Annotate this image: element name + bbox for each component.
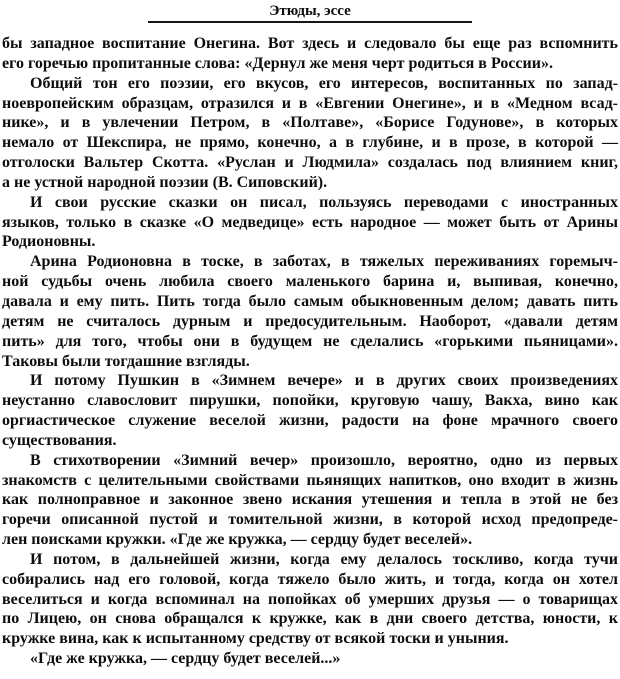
text-line: нике», и в увлечении Петром, в «Полтаве», «Борисе Годунове», в которых	[2, 114, 618, 132]
text-line: языков, только в сказке «О медведице» есть народное — может быть от Арины	[2, 213, 618, 231]
text-line: Родионовны.	[2, 233, 96, 251]
paragraph	[2, 252, 618, 371]
text-line: И потому Пушкин в «Зимнем вечере» и в других своих произведениях	[30, 372, 618, 390]
text-line: знакомств с целительными свойствами пьянящих напитков, оно входит в жизнь	[2, 471, 618, 489]
text-line: Арина Родионовна в тоске, в заботах, в тяжелых переживаниях горемыч-	[30, 253, 618, 271]
text-line: бы западное воспитание Онегина. Вот здесь и следовало бы еще раз вспомнить	[2, 35, 618, 52]
text-line: ной судьбы очень любила своего маленького барина и, выпивая, конечно,	[2, 273, 618, 291]
text-line: Таковы были тогдашние взгляды.	[2, 352, 250, 370]
text-line: существования.	[2, 431, 117, 449]
text-line: И свои русские сказки он писал, пользуясь переводами с иностранных	[30, 193, 618, 211]
text-line: как полноправное и законное звено искания утешения и тепла в этой не без	[2, 491, 618, 509]
paragraph	[2, 371, 618, 450]
paragraph	[2, 649, 618, 669]
text-line: горечи описанной пустой и томительной жизни, в которой исход предопреде-	[2, 511, 618, 529]
text-line: В стихотворении «Зимний вечер» произошло, вероятно, одно из первых	[30, 451, 618, 469]
text-line: отголоски Вальтер Скотта. «Руслан и Людмила» создалась под влиянием книг,	[2, 154, 618, 172]
paragraph	[2, 74, 618, 193]
text-line: по Лицею, он снова обращался к кружке, как в дни своего детства, юности, к	[2, 610, 618, 628]
text-line: веселиться и когда вспоминал на попойках об умерших друзья — о товарищах	[2, 590, 618, 608]
text-line: «Где же кружка, — сердцу будет веселей...»	[30, 650, 341, 668]
text-line: И потом, в дальнейшей жизни, когда ему делалось тоскливо, когда тучи	[30, 550, 618, 568]
text-line: лен поисками кружки. «Где же кружка, — сердцу будет веселей».	[2, 531, 473, 549]
text-line: собирались над его головой, когда тяжело было жить, и тогда, когда он хотел	[2, 570, 618, 588]
paragraph	[2, 193, 618, 253]
paragraph	[2, 451, 618, 550]
text-line: детям не считалось дурным и предосудительным. Наоборот, «давали детям	[2, 312, 618, 330]
text-line: его горечью пропитанные слова: «Дернул же меня черт родиться в России».	[2, 54, 553, 72]
text-line: ноевропейским образцам, отразился и в «Евгении Онегине», и в «Медном всад-	[2, 94, 618, 112]
text-line: Общий тон его поэзии, его вкусов, его интересов, воспитанных по запад-	[30, 74, 618, 92]
text-line: а не устной народной поэзии (В. Сиповский).	[2, 173, 328, 191]
text-line: давала и ему пить. Пить тогда было самым обыкновенным делом; давать пить	[2, 292, 618, 310]
text-line: неустанно славословит пирушки, попойки, круговую чашу, Вакха, вино как	[2, 392, 618, 410]
paragraph	[2, 550, 618, 649]
paragraph	[2, 34, 618, 74]
text-line: пить» для того, чтобы они в будущем не сделались «горькими пьяницами».	[2, 332, 618, 350]
text-line: кружке вина, как к испытанному средству от всякой тоски и уныния.	[2, 630, 509, 648]
text-line: немало от Шекспира, не прямо, конечно, а в глубине, и в прозе, в которой —	[2, 134, 618, 152]
running-header	[148, 3, 472, 23]
page-body	[2, 34, 618, 669]
text-line: оргиастическое служение веселой жизни, радости на фоне мрачного своего	[2, 412, 618, 430]
running-header-title: Этюды, эссе	[269, 3, 351, 19]
